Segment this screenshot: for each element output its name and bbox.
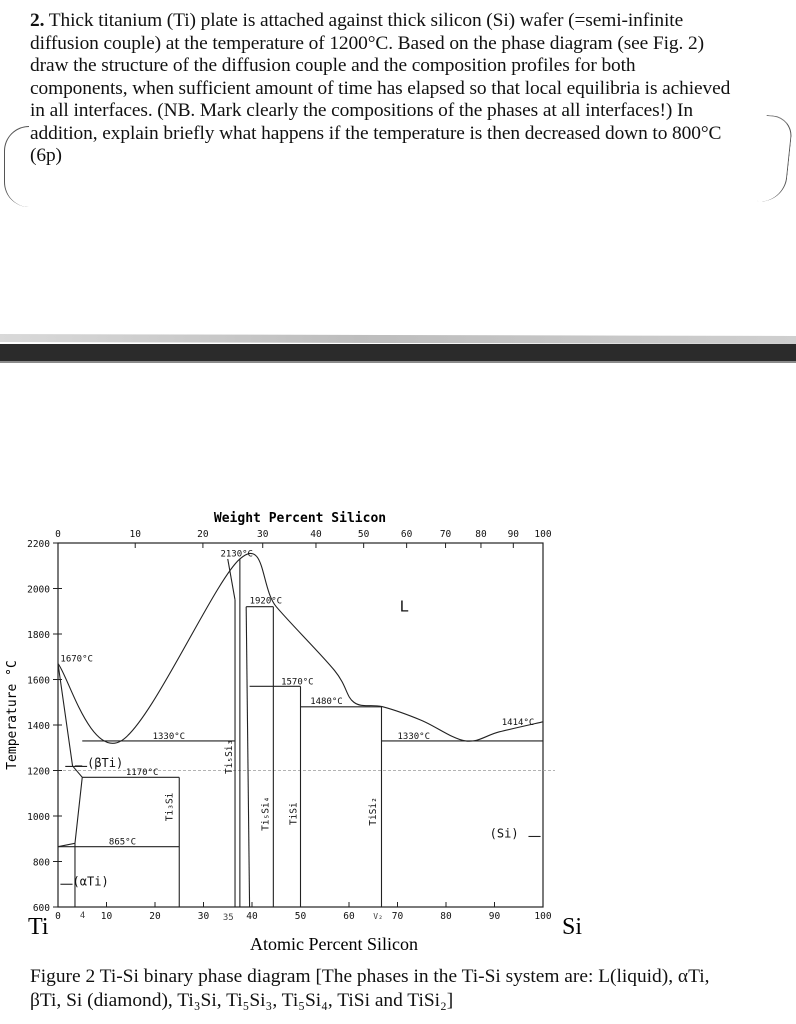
- x-tick-label: 90: [488, 911, 501, 922]
- top-tick-label: 90: [507, 529, 520, 540]
- page-separator: [0, 326, 796, 368]
- temp-label-1920: 1920°C: [249, 596, 283, 607]
- x-tick-label: 60: [343, 911, 355, 922]
- phase-label-tisi2: TiSi₂: [368, 797, 380, 826]
- temp-label-1570: 1570°C: [281, 677, 314, 688]
- temp-label-1670: 1670°C: [60, 654, 93, 665]
- right-element-label: Si: [562, 914, 583, 940]
- question-line-3: draw the structure of the diffusion couple and the composition profiles for both: [30, 55, 636, 76]
- phase-label-si: (Si): [489, 826, 519, 841]
- temp-label-865: 865°C: [108, 837, 137, 848]
- x-tick-label: 40: [246, 911, 258, 922]
- y-tick-label: 1800: [27, 630, 50, 641]
- x-tick-label: 20: [149, 911, 161, 922]
- x-tick-label: 100: [534, 911, 552, 922]
- top-tick-label: 20: [197, 529, 209, 540]
- top-tick-label: 40: [310, 529, 322, 540]
- temp-label-1170: 1170°C: [125, 768, 159, 779]
- x-tick-label: 70: [391, 911, 404, 922]
- question-text: [30, 10, 785, 168]
- phase-label-alpha-ti: (αTi): [72, 874, 109, 889]
- y-tick-label: 1000: [27, 812, 50, 823]
- temp-label-2130: 2130°C: [220, 549, 253, 560]
- phase-label-beta-ti: (βTi): [87, 756, 124, 771]
- phase-label-liquid: L: [399, 598, 409, 616]
- question-line-4: components, when sufficient amount of time has elapsed so that local equilibria is achieved: [30, 77, 731, 99]
- handwritten-mark-4: 4: [79, 911, 86, 921]
- plot-area: [27, 529, 555, 923]
- y-tick-label: 1400: [27, 721, 50, 732]
- x-tick-label: 0: [55, 911, 61, 922]
- caption-line-1: Figure 2 Ti-Si binary phase diagram [The phases in the Ti-Si system are: L(liquid), αTi,: [30, 966, 710, 987]
- ti5si3-right-boundary: [246, 607, 249, 907]
- temp-label-1330-left: 1330°C: [152, 732, 186, 743]
- handwritten-bracket-left: [4, 126, 29, 207]
- phase-label-ti5si4: Ti₅Si₄: [260, 796, 272, 831]
- top-tick-label: 0: [55, 529, 61, 540]
- x-tick-label: 50: [294, 911, 307, 922]
- phase-label-ti5si3: Ti₅Si₃: [224, 739, 236, 775]
- y-tick-label: 600: [32, 903, 50, 914]
- handwritten-mark-35: 35: [222, 913, 234, 923]
- y-tick-label: 1600: [27, 675, 50, 687]
- figure-caption: [30, 965, 785, 1013]
- question-line-5: in all interfaces. (NB. Mark clearly the compositions of the phases at all interfaces!) In: [30, 100, 693, 121]
- phase-diagram: [0, 505, 796, 960]
- top-tick-label: 10: [129, 529, 141, 540]
- x-tick-label: 80: [440, 911, 452, 922]
- x-tick-label: 30: [197, 911, 210, 922]
- left-element-label: Ti: [28, 914, 49, 940]
- y-tick-label: 800: [32, 857, 50, 869]
- top-tick-label: 30: [256, 529, 269, 540]
- temp-label-1330-right: 1330°C: [397, 732, 431, 743]
- top-tick-label: 100: [534, 529, 552, 540]
- phase-label-tisi: TiSi: [288, 802, 300, 826]
- y-tick-label: 2200: [27, 539, 50, 550]
- question-line-1: 2. Thick titanium (Ti) plate is attached against thick silicon (Si) wafer (=semi-infinite: [30, 10, 684, 31]
- beta-ti-solvus: [58, 664, 82, 847]
- x-tick-label: 10: [100, 911, 113, 922]
- top-axis-title: Weight Percent Silicon: [213, 511, 387, 526]
- question-number: 2.: [30, 10, 45, 31]
- phase-label-ti3si: Ti₃Si: [164, 792, 176, 822]
- caption-line-2: βTi, Si (diamond), Ti₃Si, Ti₅Si₃, Ti₅Si₄, TiSi and TiSi₂]: [30, 990, 454, 1011]
- top-tick-label: 70: [439, 529, 452, 540]
- y-axis-title: Temperature °C: [5, 660, 20, 770]
- top-tick-label: 50: [357, 529, 370, 540]
- y-tick-label: 1200: [27, 766, 50, 778]
- y-tick-label: 2000: [27, 584, 50, 596]
- handwritten-mark-v2: V₂: [373, 912, 383, 921]
- question-line-7: (6p): [30, 145, 62, 166]
- top-tick-label: 60: [400, 529, 413, 540]
- question-line-2: diffusion couple) at the temperature of 1200°C. Based on the phase diagram (see Fig. 2): [30, 32, 704, 54]
- question-line-6: addition, explain briefly what happens if the temperature is then decreased down to 800°C: [30, 122, 722, 144]
- temp-label-1480: 1480°C: [310, 697, 343, 708]
- x-axis-title: Atomic Percent Silicon: [250, 934, 418, 954]
- temp-label-1414: 1414°C: [501, 718, 535, 728]
- top-tick-label: 80: [475, 529, 487, 540]
